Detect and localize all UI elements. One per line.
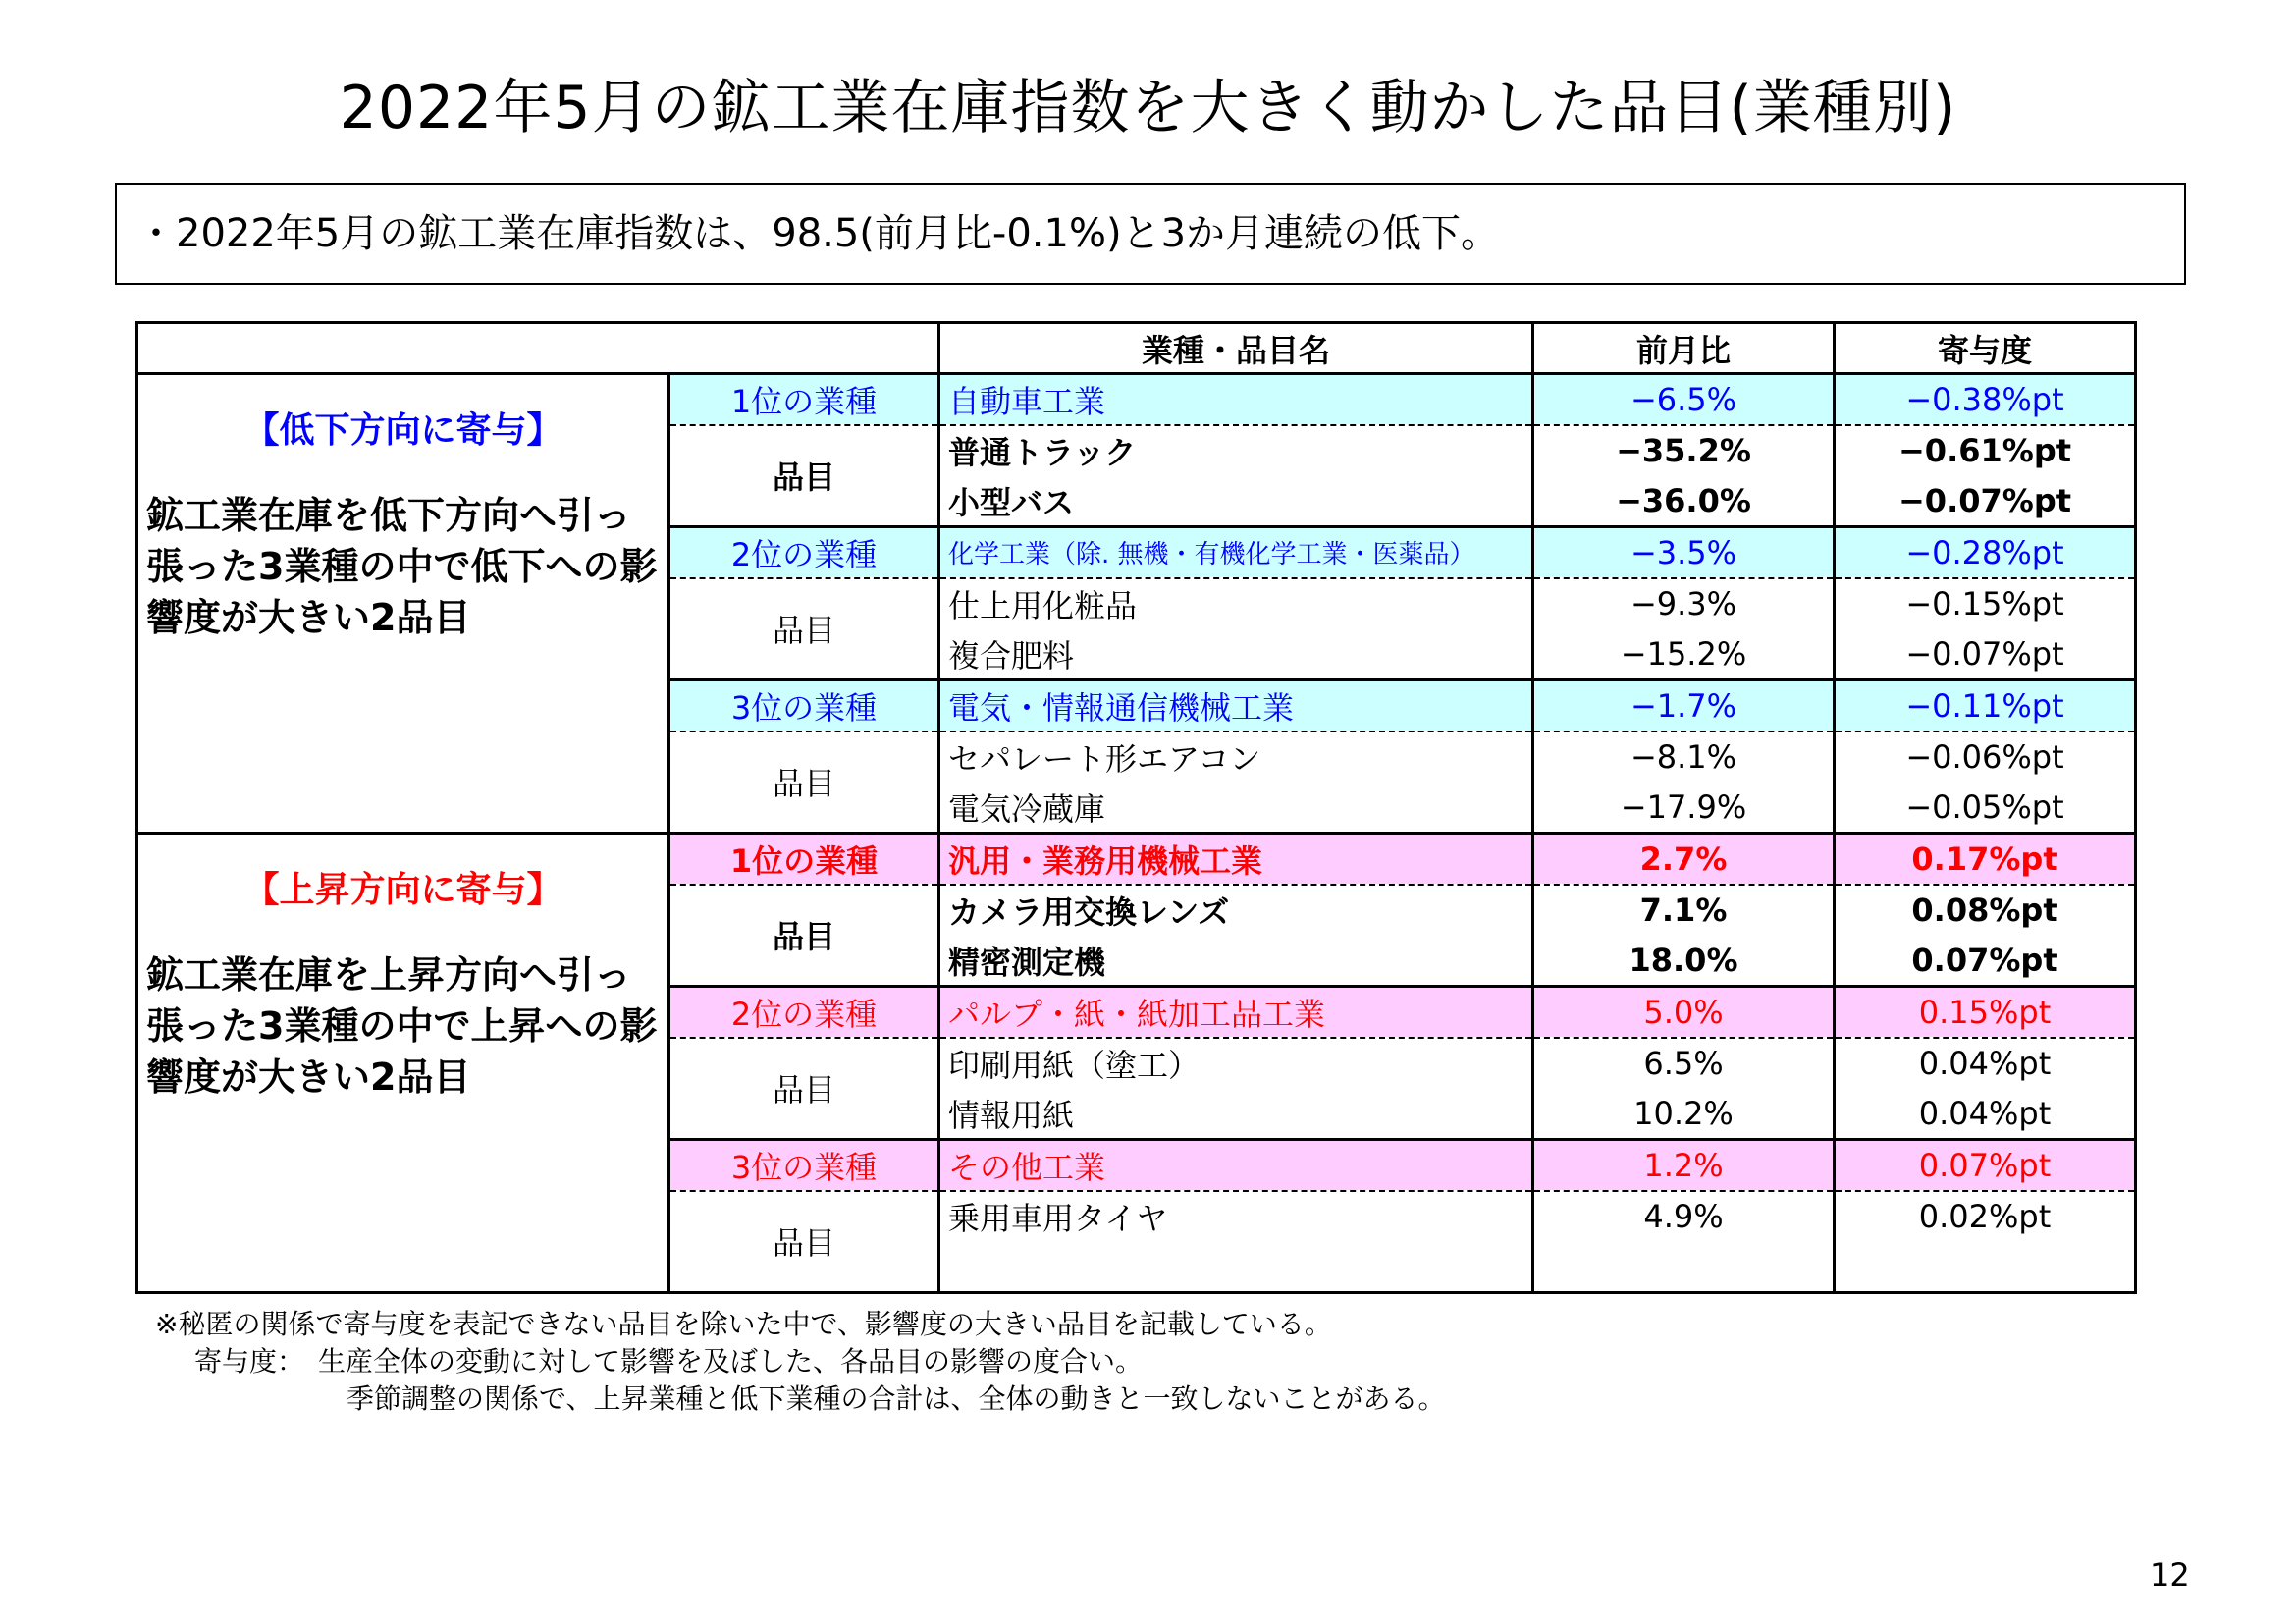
items-label: 品目 bbox=[669, 425, 939, 527]
industry-contrib: 0.07%pt bbox=[1835, 1140, 2136, 1191]
industry-name: その他工業 bbox=[939, 1140, 1533, 1191]
industry-mom: 1.2% bbox=[1533, 1140, 1835, 1191]
rank-label: 3位の業種 bbox=[669, 1140, 939, 1191]
contribution-table bbox=[135, 321, 2137, 1294]
item-mom: −8.1% bbox=[1533, 731, 1835, 783]
item-contrib: −0.61%pt bbox=[1835, 425, 2136, 476]
industry-mom: 5.0% bbox=[1533, 987, 1835, 1038]
item-name: 乗用車用タイヤ bbox=[939, 1191, 1533, 1242]
item-contrib: 0.02%pt bbox=[1835, 1191, 2136, 1242]
header-name: 業種・品目名 bbox=[939, 323, 1533, 374]
industry-contrib: −0.28%pt bbox=[1835, 527, 2136, 578]
decrease-group-cell bbox=[137, 374, 669, 834]
industry-name: パルプ・紙・紙加工品工業 bbox=[939, 987, 1533, 1038]
item-name: 情報用紙 bbox=[939, 1089, 1533, 1140]
item-mom: −9.3% bbox=[1533, 578, 1835, 629]
item-name: 普通トラック bbox=[939, 425, 1533, 476]
item-contrib: 0.08%pt bbox=[1835, 885, 2136, 936]
header-mom: 前月比 bbox=[1533, 323, 1835, 374]
item-mom: −35.2% bbox=[1533, 425, 1835, 476]
item-name-empty bbox=[939, 1242, 1533, 1293]
items-label: 品目 bbox=[669, 731, 939, 834]
item-contrib: −0.05%pt bbox=[1835, 783, 2136, 834]
item-name: カメラ用交換レンズ bbox=[939, 885, 1533, 936]
industry-name: 自動車工業 bbox=[939, 374, 1533, 425]
footnote-1: ※秘匿の関係で寄与度を表記できない品目を除いた中で、影響度の大きい品目を記載している。 bbox=[155, 1308, 1332, 1340]
table-row bbox=[137, 374, 2136, 425]
footnote-2: 寄与度： 生産全体の変動に対して影響を及ぼした、各品目の影響の度合い。 bbox=[194, 1345, 1144, 1378]
industry-mom: −6.5% bbox=[1533, 374, 1835, 425]
item-mom: 6.5% bbox=[1533, 1038, 1835, 1089]
rank-label: 1位の業種 bbox=[669, 374, 939, 425]
item-mom-empty bbox=[1533, 1242, 1835, 1293]
item-mom: −15.2% bbox=[1533, 629, 1835, 680]
industry-contrib: 0.17%pt bbox=[1835, 834, 2136, 885]
item-name: 電気冷蔵庫 bbox=[939, 783, 1533, 834]
header-contrib: 寄与度 bbox=[1835, 323, 2136, 374]
item-mom: −17.9% bbox=[1533, 783, 1835, 834]
item-name: 仕上用化粧品 bbox=[939, 578, 1533, 629]
rank-label: 2位の業種 bbox=[669, 527, 939, 578]
item-contrib: −0.15%pt bbox=[1835, 578, 2136, 629]
page-number: 12 bbox=[2150, 1556, 2190, 1594]
decrease-group-title: 【低下方向に寄与】 bbox=[243, 410, 562, 451]
item-name: 印刷用紙（塗工） bbox=[939, 1038, 1533, 1089]
item-mom: 18.0% bbox=[1533, 936, 1835, 987]
industry-name: 電気・情報通信機械工業 bbox=[939, 680, 1533, 731]
rank-label: 1位の業種 bbox=[669, 834, 939, 885]
industry-mom: −1.7% bbox=[1533, 680, 1835, 731]
item-name: セパレート形エアコン bbox=[939, 731, 1533, 783]
item-mom: 4.9% bbox=[1533, 1191, 1835, 1242]
table-header-row bbox=[137, 323, 2136, 374]
rank-label: 2位の業種 bbox=[669, 987, 939, 1038]
item-name: 小型バス bbox=[939, 476, 1533, 527]
item-contrib-empty bbox=[1835, 1242, 2136, 1293]
industry-name: 汎用・業務用機械工業 bbox=[939, 834, 1533, 885]
footnotes bbox=[155, 1306, 1445, 1418]
industry-mom: −3.5% bbox=[1533, 527, 1835, 578]
item-contrib: 0.07%pt bbox=[1835, 936, 2136, 987]
item-contrib: −0.07%pt bbox=[1835, 476, 2136, 527]
industry-mom: 2.7% bbox=[1533, 834, 1835, 885]
item-contrib: −0.07%pt bbox=[1835, 629, 2136, 680]
items-label: 品目 bbox=[669, 885, 939, 987]
items-label: 品目 bbox=[669, 1038, 939, 1140]
item-mom: 7.1% bbox=[1533, 885, 1835, 936]
item-contrib: −0.06%pt bbox=[1835, 731, 2136, 783]
items-label: 品目 bbox=[669, 578, 939, 680]
item-contrib: 0.04%pt bbox=[1835, 1089, 2136, 1140]
industry-name: 化学工業（除. 無機・有機化学工業・医薬品） bbox=[939, 527, 1533, 578]
industry-contrib: −0.11%pt bbox=[1835, 680, 2136, 731]
summary-box: ・2022年5月の鉱工業在庫指数は、98.5(前月比-0.1%)と3か月連続の低下。 bbox=[115, 183, 2186, 285]
item-mom: −36.0% bbox=[1533, 476, 1835, 527]
item-mom: 10.2% bbox=[1533, 1089, 1835, 1140]
industry-contrib: 0.15%pt bbox=[1835, 987, 2136, 1038]
increase-group-title: 【上昇方向に寄与】 bbox=[243, 870, 562, 910]
industry-contrib: −0.38%pt bbox=[1835, 374, 2136, 425]
increase-group-description: 鉱工業在庫を上昇方向へ引っ張った3業種の中で上昇への影響度が大きい2品目 bbox=[146, 953, 658, 1099]
rank-label: 3位の業種 bbox=[669, 680, 939, 731]
increase-group-cell bbox=[137, 834, 669, 1293]
decrease-group-description: 鉱工業在庫を低下方向へ引っ張った3業種の中で低下への影響度が大きい2品目 bbox=[146, 494, 658, 639]
items-label: 品目 bbox=[669, 1191, 939, 1293]
page-title: 2022年5月の鉱工業在庫指数を大きく動かした品目(業種別) bbox=[339, 74, 1957, 142]
footnote-3: 季節調整の関係で、上昇業種と低下業種の合計は、全体の動きと一致しないことがある。 bbox=[347, 1382, 1446, 1415]
header-blank bbox=[137, 323, 939, 374]
item-contrib: 0.04%pt bbox=[1835, 1038, 2136, 1089]
item-name: 精密測定機 bbox=[939, 936, 1533, 987]
item-name: 複合肥料 bbox=[939, 629, 1533, 680]
table-row bbox=[137, 834, 2136, 885]
